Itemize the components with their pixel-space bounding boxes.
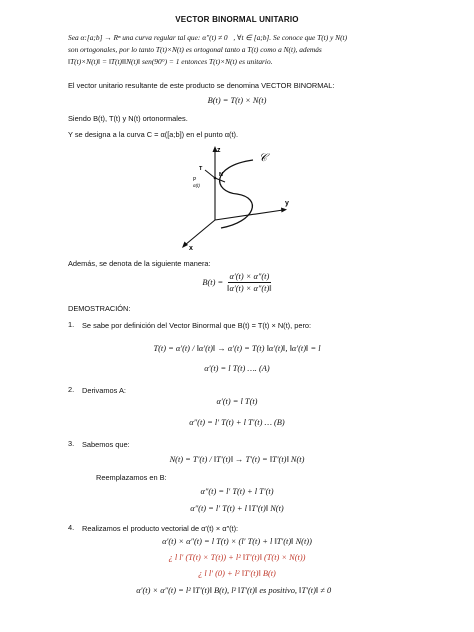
x-axis-arrow — [182, 242, 188, 249]
replace-statement: Reemplazamos en B: — [96, 473, 167, 482]
fraction-numerator: α′(t) × α″(t) — [229, 272, 270, 281]
step-1-number: 1. — [68, 320, 75, 329]
tangent-vector — [205, 170, 215, 178]
equation-2a: α′(t) = l T(t) — [216, 397, 258, 406]
step-2-text: Derivamos A: — [82, 386, 126, 395]
page-title: VECTOR BINORMAL UNITARIO — [175, 15, 299, 24]
equation-binormal-alt-lhs: B(t) = — [202, 278, 224, 287]
equation-3a: N(t) = T′(t) / ‖T′(t)‖ → T′(t) = ‖T′(t)‖ N(t) — [169, 455, 305, 464]
point-label: P — [193, 177, 197, 183]
step-4-number: 4. — [68, 523, 75, 532]
intro-line-2: son ortogonales, por lo tanto T(t)×N(t) es ortogonal tanto a T(t) como a N(t), además — [68, 45, 322, 54]
equation-1b: α′(t) = l T(t) …. (A) — [204, 364, 270, 373]
fraction — [227, 272, 271, 293]
step-3-text: Sabemos que: — [82, 440, 130, 449]
equation-4c: ¿ l l′ (0) + l² ‖T′(t)‖ B(t) — [198, 569, 276, 578]
curve-statement: Y se designa a la curva C = α([a;b]) en el punto α(t). — [68, 130, 239, 139]
equation-4a: α′(t) × α″(t) = l T(t) × (l′ T(t) + l ‖T′(t)‖ N(t)) — [162, 537, 312, 546]
binormal-definition: El vector unitario resultante de este producto se denomina VECTOR BINORMAL: — [68, 81, 335, 90]
curve-point — [214, 177, 217, 180]
fraction-denominator: ‖α′(t) × α″(t)‖ — [227, 284, 272, 293]
equation-4d: α′(t) × α″(t) = l² ‖T′(t)‖ B(t), l² ‖T′(t)‖ es positivo, ‖T′(t)‖ ≠ 0⃗ — [136, 586, 338, 595]
alpha-label: α(t) — [193, 183, 200, 188]
x-axis — [185, 220, 215, 245]
equation-1a: T(t) = α′(t) / ‖α′(t)‖ → α′(t) = T(t) ‖α′(t)‖, ‖α′(t)‖ = l — [153, 344, 321, 353]
t-vector-label: T — [199, 166, 203, 172]
equation-binormal-alt — [0, 272, 474, 293]
z-label: z — [217, 147, 221, 154]
equation-3b: α″(t) = l′ T(t) + l T′(t) — [200, 487, 274, 496]
n-vector-label: N — [219, 172, 223, 178]
equation-2b: α″(t) = l′ T(t) + l T′(t) … (B) — [189, 418, 285, 427]
denotation-statement: Además, se denota de la siguiente manera: — [68, 259, 211, 268]
intro-line-3: ‖T(t)×N(t)‖ = ‖T(t)‖‖N(t)‖ sen(90°) = 1 entonces T(t)×N(t) es unitario. — [68, 57, 273, 66]
curve-diagram — [175, 142, 310, 252]
y-label: y — [285, 200, 289, 207]
step-3-number: 3. — [68, 439, 75, 448]
equation-binormal: B(t) = T(t) × N(t) — [207, 96, 267, 105]
x-label: x — [189, 245, 193, 252]
space-curve — [220, 160, 253, 228]
step-1-text: Se sabe por definición del Vector Binormal que B(t) = T(t) × N(t), pero: — [82, 321, 312, 330]
equation-4b: ¿ l l′ (T(t) × T(t)) + l² ‖T′(t)‖ (T(t) × N(t)) — [168, 553, 306, 562]
curve-label: 𝒞 — [259, 152, 268, 164]
step-2-number: 2. — [68, 385, 75, 394]
y-axis-arrow — [281, 208, 287, 213]
orthonormal-statement: Siendo B(t), T(t) y N(t) ortonormales. — [68, 114, 188, 123]
intro-line-1: Sea α:[a;b] → Rⁿ una curva regular tal que: α″(t) ≠ 0⃗, ∀t ∈ [a;b]. Se conoce que T(t) y N(t) — [68, 33, 348, 42]
demonstration-heading: DEMOSTRACIÓN: — [68, 304, 131, 313]
step-4-text: Realizamos el producto vectorial de α′(t) × α″(t): — [82, 524, 239, 533]
intro-paragraph — [68, 32, 413, 68]
equation-3c: α″(t) = l′ T(t) + l ‖T′(t)‖ N(t) — [190, 504, 284, 513]
